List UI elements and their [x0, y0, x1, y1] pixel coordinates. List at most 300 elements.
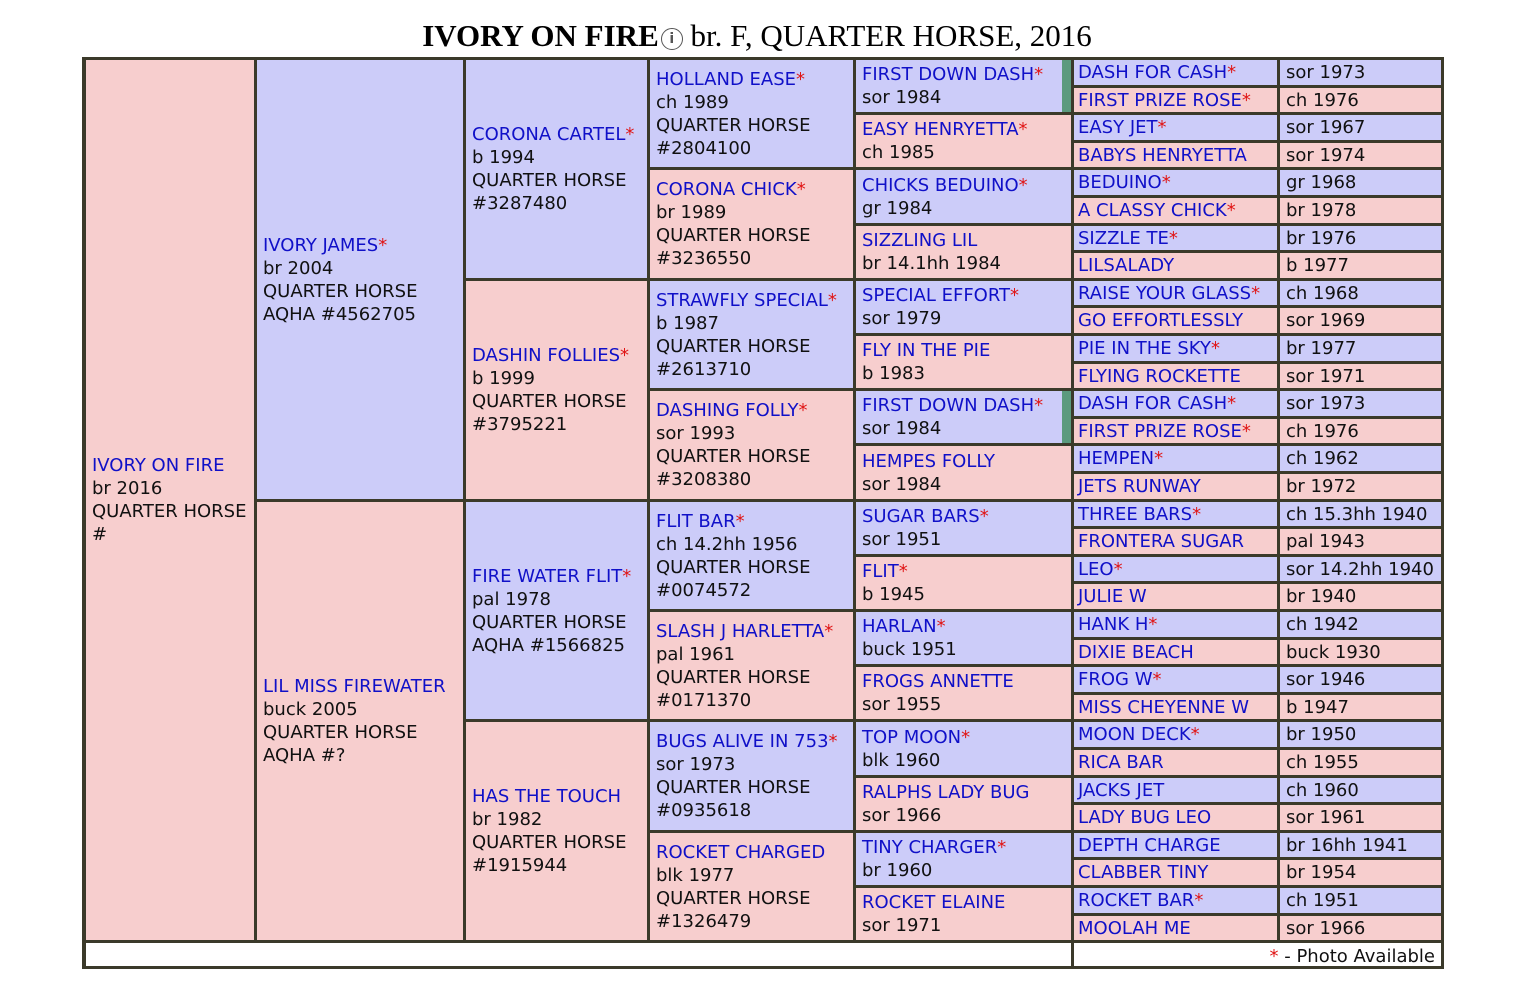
- horse-name-link[interactable]: [862, 63, 1043, 86]
- horse-detail-line: #0171370: [656, 690, 752, 711]
- horse-name[interactable]: CLABBER TINY: [1078, 862, 1209, 883]
- pedigree-cell-gen5-info: [1280, 916, 1441, 940]
- photo-available-star: *: [378, 235, 388, 256]
- horse-name-link[interactable]: [1078, 171, 1171, 194]
- horse-name[interactable]: FIRST DOWN DASH: [862, 395, 1035, 416]
- horse-name[interactable]: JULIE W: [1078, 586, 1147, 607]
- horse-detail-line: QUARTER HORSE: [656, 225, 811, 246]
- pedigree-cell-gen4: [856, 722, 1071, 775]
- horse-detail-line: b 1983: [862, 363, 925, 384]
- horse-name-link[interactable]: [1078, 144, 1247, 167]
- pedigree-cell-gen5-name: [1074, 226, 1277, 250]
- pedigree-cell-gen2: [466, 281, 647, 499]
- horse-detail-line: QUARTER HORSE: [92, 501, 247, 522]
- pedigree-cell-gen5-info: [1280, 860, 1441, 885]
- pedigree-cell-gen5-name: [1074, 833, 1277, 857]
- horse-name[interactable]: THREE BARS: [1078, 504, 1193, 525]
- horse-name-link[interactable]: [1078, 254, 1174, 277]
- pedigree-cell-gen5-info: [1280, 198, 1441, 223]
- horse-name-link[interactable]: [263, 234, 417, 257]
- horse-name[interactable]: DASHIN FOLLIES: [472, 345, 620, 366]
- horse-name[interactable]: CORONA CHICK: [656, 179, 797, 200]
- horse-name[interactable]: FIRE WATER FLIT: [472, 566, 623, 587]
- horse-entry: [472, 344, 629, 436]
- horse-detail-line: QUARTER HORSE: [656, 446, 811, 467]
- horse-name-link[interactable]: [1078, 806, 1211, 829]
- horse-detail-line: #0074572: [656, 580, 752, 601]
- horse-name[interactable]: LADY BUG LEO: [1078, 807, 1212, 828]
- horse-name[interactable]: SUGAR BARS: [862, 506, 980, 527]
- pedigree-cell-gen5-name: [1074, 722, 1277, 747]
- horse-detail-line: ch 1951: [1286, 890, 1359, 911]
- horse-detail-line: sor 1973: [1286, 62, 1366, 83]
- horse-detail-line: sor 1974: [1286, 145, 1366, 166]
- pedigree-cell-gen5-name: [1074, 115, 1277, 140]
- horse-detail-line: ch 1989: [656, 92, 729, 113]
- pedigree-cell-gen5-info: [1280, 640, 1441, 664]
- horse-entry: [862, 174, 1028, 220]
- pedigree-cell-gen5-info: [1280, 419, 1441, 443]
- pedigree-cell-gen2: [466, 502, 647, 719]
- horse-name-link[interactable]: [862, 726, 970, 749]
- pedigree-cell-gen4: [856, 281, 1071, 333]
- duplicate-ancestor-marker: [1062, 60, 1071, 112]
- pedigree-cell-gen5-info: [1280, 391, 1441, 416]
- pedigree-cell-gen5-name: [1074, 143, 1277, 167]
- horse-name[interactable]: CHICKS BEDUINO: [862, 175, 1019, 196]
- pedigree-cell-gen4: [856, 115, 1071, 167]
- horse-detail-line: b 1977: [1286, 255, 1349, 276]
- horse-detail-line: #3208380: [656, 469, 752, 490]
- horse-name-link[interactable]: [1078, 585, 1147, 608]
- pedigree-cell-gen4: [856, 888, 1071, 940]
- pedigree-cell-gen5-name: [1074, 778, 1277, 802]
- horse-name-link[interactable]: [862, 891, 1005, 914]
- title-horse-name[interactable]: IVORY ON FIRE: [422, 18, 659, 53]
- horse-name-link[interactable]: [862, 339, 990, 362]
- horse-detail-line: sor 14.2hh 1940: [1286, 559, 1434, 580]
- horse-entry: [263, 675, 446, 767]
- horse-name[interactable]: MISS CHEYENNE W: [1078, 697, 1250, 718]
- horse-detail-line: ch 1962: [1286, 448, 1359, 469]
- horse-detail-line: sor 1966: [1286, 918, 1366, 939]
- horse-name[interactable]: FIRST DOWN DASH: [862, 64, 1035, 85]
- pedigree-cell-gen5-info: [1280, 584, 1441, 609]
- horse-name[interactable]: FLIT: [862, 561, 899, 582]
- horse-detail-line: blk 1977: [656, 865, 735, 886]
- horse-detail-line: sor 1984: [862, 474, 942, 495]
- horse-name-link[interactable]: [472, 123, 634, 146]
- photo-available-star: *: [1034, 64, 1044, 85]
- pedigree-cell-gen5-info: [1280, 143, 1441, 167]
- horse-detail-line: buck 1951: [862, 639, 957, 660]
- horse-name-link[interactable]: [1078, 503, 1201, 526]
- horse-name[interactable]: ROCKET ELAINE: [862, 892, 1006, 913]
- pedigree-cell-gen5-name: [1074, 860, 1277, 885]
- horse-name-link[interactable]: [1078, 668, 1162, 691]
- horse-name-link[interactable]: [1078, 530, 1244, 553]
- horse-name-link[interactable]: [862, 670, 1014, 693]
- horse-name[interactable]: DASHING FOLLY: [656, 400, 799, 421]
- pedigree-cell-gen5-name: [1074, 391, 1277, 416]
- pedigree-cell-gen5-name: [1074, 170, 1277, 195]
- photo-available-star: *: [620, 345, 629, 366]
- pedigree-cell-gen3: [650, 281, 853, 388]
- horse-detail-line: sor 1973: [656, 754, 736, 775]
- horse-name[interactable]: SIZZLE TE: [1078, 228, 1169, 249]
- horse-entry: [656, 68, 810, 160]
- horse-name[interactable]: ROCKET CHARGED: [656, 842, 826, 863]
- photo-available-star: *: [1190, 724, 1200, 745]
- horse-name-link[interactable]: [656, 399, 810, 422]
- horse-name-link[interactable]: [1078, 227, 1178, 250]
- horse-name[interactable]: FRONTERA SUGAR: [1078, 531, 1245, 552]
- horse-name-link[interactable]: [1078, 392, 1236, 415]
- pedigree-cell-gen4: [856, 778, 1071, 830]
- horse-name-link[interactable]: [862, 229, 1001, 252]
- pedigree-cell-gen5-name: [1074, 750, 1277, 775]
- horse-detail-line: br 1954: [1286, 862, 1357, 883]
- pedigree-cell-gen5-name: [1074, 612, 1277, 637]
- horse-entry: [263, 234, 417, 326]
- horse-name-link[interactable]: [656, 620, 833, 643]
- horse-detail-line: sor 1984: [862, 87, 942, 108]
- horse-name[interactable]: HEMPEN: [1078, 448, 1155, 469]
- horse-detail-line: sor 1979: [862, 308, 942, 329]
- horse-detail-line: br 1950: [1286, 724, 1357, 745]
- pedigree-cell-gen0: [86, 60, 254, 940]
- horse-name[interactable]: FLYING ROCKETTE: [1078, 366, 1241, 387]
- horse-name[interactable]: SLASH J HARLETTA: [656, 621, 825, 642]
- photo-available-legend: [1270, 945, 1435, 966]
- pedigree-cell-gen5-info: [1280, 253, 1441, 278]
- pedigree-cell-gen5-info: [1280, 778, 1441, 802]
- pedigree-cell-gen5-name: [1074, 88, 1277, 112]
- horse-name[interactable]: BABYS HENRYETTA: [1078, 145, 1247, 166]
- horse-entry: [92, 454, 246, 546]
- horse-name-link[interactable]: [1078, 834, 1221, 857]
- pedigree-cell-gen4: [856, 391, 1071, 443]
- horse-name-link[interactable]: [1078, 558, 1123, 581]
- pedigree-cell-gen3: [650, 722, 853, 830]
- horse-name[interactable]: STRAWFLY SPECIAL: [656, 290, 828, 311]
- horse-name[interactable]: FROG W: [1078, 669, 1153, 690]
- horse-entry: [656, 620, 833, 712]
- horse-name[interactable]: DEPTH CHARGE: [1078, 835, 1221, 856]
- horse-entry: [656, 289, 837, 381]
- horse-name[interactable]: FROGS ANNETTE: [862, 671, 1014, 692]
- horse-name[interactable]: HARLAN: [862, 616, 937, 637]
- horse-name-link[interactable]: [1078, 751, 1164, 774]
- horse-detail-line: #3287480: [472, 193, 568, 214]
- horse-name-link[interactable]: [1078, 309, 1243, 332]
- horse-entry: [656, 178, 810, 270]
- horse-name[interactable]: EASY JET: [1078, 117, 1158, 138]
- horse-detail-line: QUARTER HORSE: [472, 612, 627, 633]
- pedigree-cell-gen5-info: [1280, 281, 1441, 305]
- horse-detail-line: br 1972: [1286, 476, 1357, 497]
- horse-name-link[interactable]: [1078, 282, 1260, 305]
- horse-name-link[interactable]: [862, 505, 989, 528]
- horse-name[interactable]: HOLLAND EASE: [656, 69, 797, 90]
- horse-name[interactable]: LEO: [1078, 559, 1114, 580]
- horse-name-link[interactable]: [1078, 447, 1163, 470]
- horse-name-link[interactable]: [92, 454, 246, 477]
- horse-detail-line: pal 1961: [656, 644, 735, 665]
- horse-name[interactable]: A CLASSY CHICK: [1078, 200, 1227, 221]
- horse-name[interactable]: FLY IN THE PIE: [862, 340, 991, 361]
- pedigree-cell-gen3: [650, 502, 853, 609]
- footer-left-cell: [86, 943, 1071, 966]
- photo-available-star: *: [824, 621, 834, 642]
- horse-name-link[interactable]: [1078, 779, 1164, 802]
- horse-name[interactable]: CORONA CARTEL: [472, 124, 626, 145]
- horse-name[interactable]: DASH FOR CASH: [1078, 62, 1228, 83]
- horse-name-link[interactable]: [656, 289, 837, 312]
- horse-name[interactable]: GO EFFORTLESSLY: [1078, 310, 1244, 331]
- photo-available-star: *: [1154, 448, 1164, 469]
- horse-name-link[interactable]: [1078, 889, 1203, 912]
- photo-available-star: *: [936, 616, 946, 637]
- pedigree-cell-gen5-info: [1280, 833, 1441, 857]
- horse-entry: [862, 63, 1043, 109]
- legend-text: - Photo Available: [1278, 946, 1435, 966]
- photo-available-star: *: [1227, 62, 1237, 83]
- horse-name[interactable]: JETS RUNWAY: [1078, 476, 1201, 497]
- horse-name-link[interactable]: [862, 174, 1028, 197]
- horse-detail-line: br 1976: [1286, 228, 1357, 249]
- horse-name[interactable]: JACKS JET: [1078, 780, 1165, 801]
- horse-name[interactable]: MOOLAH ME: [1078, 918, 1191, 939]
- pedigree-cell-gen5-name: [1074, 336, 1277, 361]
- pedigree-cell-gen5-name: [1074, 557, 1277, 581]
- horse-name-link[interactable]: [1078, 337, 1220, 360]
- horse-entry: [862, 781, 1029, 827]
- horse-name-link[interactable]: [472, 785, 626, 808]
- pedigree-cell-gen5-info: [1280, 722, 1441, 747]
- horse-name-link[interactable]: [1078, 475, 1201, 498]
- horse-entry: [656, 510, 810, 602]
- horse-name-link[interactable]: [1078, 723, 1200, 746]
- horse-detail-line: sor 1955: [862, 694, 942, 715]
- horse-detail-line: ch 1976: [1286, 90, 1359, 111]
- horse-detail-line: br 2016: [92, 478, 163, 499]
- horse-name-link[interactable]: [862, 450, 995, 473]
- horse-detail-line: #3236550: [656, 248, 752, 269]
- horse-name-link[interactable]: [1078, 613, 1157, 636]
- horse-name[interactable]: DIXIE BEACH: [1078, 642, 1194, 663]
- horse-detail-line: gr 1984: [862, 198, 933, 219]
- horse-name[interactable]: BEDUINO: [1078, 172, 1162, 193]
- horse-detail-line: QUARTER HORSE: [472, 170, 627, 191]
- pedigree-cell-gen5-name: [1074, 502, 1277, 526]
- horse-detail-line: AQHA #?: [263, 745, 346, 766]
- pedigree-cell-gen5-name: [1074, 888, 1277, 913]
- horse-name-link[interactable]: [1078, 89, 1251, 112]
- photo-available-star: *: [827, 290, 837, 311]
- horse-name[interactable]: EASY HENRYETTA: [862, 119, 1019, 140]
- horse-name-link[interactable]: [862, 284, 1019, 307]
- horse-detail-line: AQHA #4562705: [263, 304, 416, 325]
- horse-name[interactable]: SPECIAL EFFORT: [862, 285, 1011, 306]
- horse-detail-line: #: [92, 524, 108, 545]
- pedigree-cell-gen5-info: [1280, 88, 1441, 112]
- horse-name[interactable]: LIL MISS FIREWATER: [263, 676, 446, 697]
- photo-available-star: *: [979, 506, 989, 527]
- horse-detail-line: br 1989: [656, 202, 727, 223]
- horse-name-link[interactable]: [1078, 365, 1241, 388]
- horse-entry: [472, 785, 626, 877]
- horse-name-link[interactable]: [1078, 696, 1249, 719]
- horse-name[interactable]: FIRST PRIZE ROSE: [1078, 90, 1242, 111]
- pedigree-cell-gen4: [856, 502, 1071, 554]
- horse-name-link[interactable]: [656, 510, 810, 533]
- pedigree-cell-gen4: [856, 557, 1071, 609]
- horse-detail-line: #2804100: [656, 138, 752, 159]
- pedigree-cell-gen3: [650, 833, 853, 940]
- horse-name[interactable]: HANK H: [1078, 614, 1149, 635]
- pedigree-cell-gen5-name: [1074, 695, 1277, 719]
- pedigree-cell-gen5-info: [1280, 750, 1441, 775]
- horse-name[interactable]: IVORY JAMES: [263, 235, 379, 256]
- horse-name[interactable]: DASH FOR CASH: [1078, 393, 1228, 414]
- horse-detail-line: ch 14.2hh 1956: [656, 534, 798, 555]
- pedigree-cell-gen3: [650, 391, 853, 499]
- photo-available-star: *: [1034, 395, 1044, 416]
- horse-entry: [862, 339, 990, 385]
- horse-detail-line: QUARTER HORSE: [263, 281, 418, 302]
- horse-name-link[interactable]: [862, 615, 957, 638]
- horse-name-link[interactable]: [1078, 641, 1194, 664]
- horse-name-link[interactable]: [656, 730, 838, 753]
- photo-available-star: *: [1010, 285, 1020, 306]
- horse-name[interactable]: HAS THE TOUCH: [472, 786, 622, 807]
- pedigree-cell-gen5-name: [1074, 198, 1277, 223]
- horse-name-link[interactable]: [263, 675, 446, 698]
- horse-detail-line: sor 1984: [862, 418, 942, 439]
- horse-detail-line: b 1999: [472, 368, 535, 389]
- horse-detail-line: ch 15.3hh 1940: [1286, 504, 1428, 525]
- horse-detail-line: buck 1930: [1286, 642, 1381, 663]
- pedigree-cell-gen4: [856, 336, 1071, 388]
- horse-name-link[interactable]: [862, 560, 925, 583]
- pedigree-cell-gen5-name: [1074, 916, 1277, 940]
- horse-detail-line: ch 1968: [1286, 283, 1359, 304]
- horse-entry: [862, 615, 957, 661]
- horse-entry: [862, 670, 1014, 716]
- horse-name[interactable]: TOP MOON: [862, 727, 962, 748]
- horse-name-link[interactable]: [656, 68, 810, 91]
- pedigree-cell-gen5-info: [1280, 446, 1441, 471]
- horse-detail-line: AQHA #1566825: [472, 635, 625, 656]
- horse-name[interactable]: MOON DECK: [1078, 724, 1191, 745]
- horse-name-link[interactable]: [1078, 61, 1236, 84]
- photo-available-star: *: [1161, 172, 1171, 193]
- horse-detail-line: QUARTER HORSE: [656, 115, 811, 136]
- title-details: br. F, QUARTER HORSE, 2016: [682, 18, 1092, 53]
- horse-detail-line: br 1960: [862, 860, 933, 881]
- pedigree-cell-gen5-name: [1074, 308, 1277, 333]
- photo-available-star: *: [1192, 504, 1202, 525]
- horse-name[interactable]: LILSALADY: [1078, 255, 1175, 276]
- pedigree-cell-gen5-info: [1280, 60, 1441, 85]
- pedigree-cell-gen5-info: [1280, 336, 1441, 361]
- horse-detail-line: ch 1976: [1286, 421, 1359, 442]
- horse-name[interactable]: FIRST PRIZE ROSE: [1078, 421, 1242, 442]
- pedigree-cell-gen5-name: [1074, 805, 1277, 830]
- horse-entry: [656, 841, 825, 933]
- horse-name[interactable]: BUGS ALIVE IN 753: [656, 731, 829, 752]
- horse-name-link[interactable]: [1078, 116, 1167, 139]
- horse-name-link[interactable]: [472, 344, 629, 367]
- horse-detail-line: b 1945: [862, 584, 925, 605]
- horse-name-link[interactable]: [656, 178, 810, 201]
- horse-detail-line: br 1977: [1286, 338, 1357, 359]
- horse-name[interactable]: RICA BAR: [1078, 752, 1164, 773]
- horse-name-link[interactable]: [472, 565, 631, 588]
- horse-name[interactable]: FLIT BAR: [656, 511, 736, 532]
- pedigree-cell-gen5-name: [1074, 667, 1277, 692]
- horse-detail-line: QUARTER HORSE: [656, 557, 811, 578]
- pedigree-cell-gen5-info: [1280, 805, 1441, 830]
- horse-name[interactable]: TINY CHARGER: [862, 837, 998, 858]
- pedigree-table: [82, 57, 1444, 969]
- pedigree-cell-gen5-name: [1074, 419, 1277, 443]
- photo-available-star: *: [1194, 890, 1204, 911]
- horse-detail-line: QUARTER HORSE: [472, 832, 627, 853]
- page-title: [0, 18, 1514, 54]
- horse-detail-line: sor 1966: [862, 805, 942, 826]
- horse-name-link[interactable]: [1078, 861, 1208, 884]
- photo-available-star: *: [1226, 200, 1236, 221]
- horse-entry: [862, 505, 989, 551]
- horse-detail-line: #1326479: [656, 911, 752, 932]
- photo-available-star: *: [1241, 421, 1251, 442]
- pedigree-cell-gen5-info: [1280, 667, 1441, 692]
- horse-name[interactable]: PIE IN THE SKY: [1078, 338, 1211, 359]
- horse-detail-line: sor 1993: [656, 423, 736, 444]
- horse-name-link[interactable]: [1078, 917, 1191, 940]
- horse-name[interactable]: IVORY ON FIRE: [92, 455, 225, 476]
- pedigree-cell-gen5-name: [1074, 529, 1277, 554]
- legend-star: *: [1269, 946, 1279, 966]
- horse-name[interactable]: RAISE YOUR GLASS: [1078, 283, 1252, 304]
- pedigree-cell-gen4: [856, 833, 1071, 885]
- horse-name-link[interactable]: [862, 836, 1006, 859]
- photo-available-star: *: [961, 727, 971, 748]
- horse-detail-line: QUARTER HORSE: [263, 722, 418, 743]
- horse-name-link[interactable]: [862, 394, 1043, 417]
- info-icon[interactable]: i: [661, 28, 683, 50]
- horse-name-link[interactable]: [1078, 420, 1251, 443]
- horse-name-link[interactable]: [656, 841, 825, 864]
- horse-entry: [472, 123, 634, 215]
- horse-name-link[interactable]: [862, 781, 1029, 804]
- horse-name-link[interactable]: [1078, 199, 1236, 222]
- horse-name[interactable]: ROCKET BAR: [1078, 890, 1195, 911]
- horse-detail-line: QUARTER HORSE: [656, 777, 811, 798]
- horse-name[interactable]: HEMPES FOLLY: [862, 451, 995, 472]
- photo-available-star: *: [625, 124, 635, 145]
- horse-detail-line: QUARTER HORSE: [656, 667, 811, 688]
- horse-name[interactable]: SIZZLING LIL: [862, 230, 978, 251]
- pedigree-cell-gen2: [466, 722, 647, 940]
- horse-name-link[interactable]: [862, 118, 1028, 141]
- pedigree-cell-gen3: [650, 60, 853, 167]
- horse-detail-line: br 16hh 1941: [1286, 835, 1408, 856]
- horse-name[interactable]: RALPHS LADY BUG: [862, 782, 1030, 803]
- horse-detail-line: pal 1943: [1286, 531, 1365, 552]
